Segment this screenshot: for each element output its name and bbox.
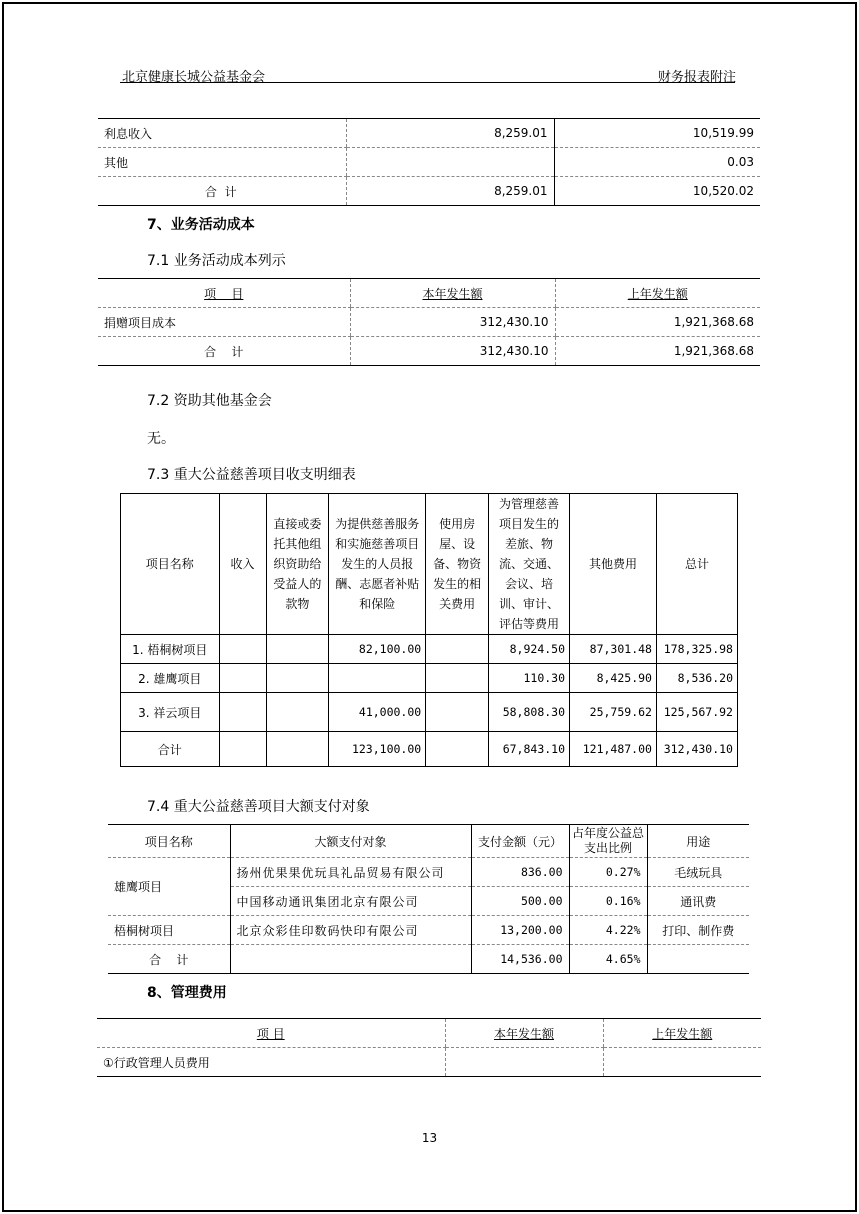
header-doc-title: 财务报表附注 [657,70,736,85]
column-header: 项 目 [98,279,350,308]
project-name: 合计 [121,732,220,767]
column-header: 本年发生额 [350,279,555,308]
payment-amount: 13,200.00 [471,916,569,945]
column-header: 项目名称 [108,825,230,858]
column-header: 其他费用 [570,494,657,635]
table-row [121,693,738,732]
section-8-title: 8、管理费用 [147,985,227,1001]
mgmt-cell: 67,843.10 [489,732,570,767]
admin-expense-table [97,1018,761,1077]
payment-ratio: 0.16% [569,887,647,916]
direct-cell [266,635,329,664]
table-header-row [108,825,749,858]
payment-use: 通讯费 [647,887,749,916]
column-header: 收入 [219,494,266,635]
facility-cell [426,635,489,664]
column-header: 上年发生额 [603,1019,761,1048]
section-7-title: 7、业务活动成本 [147,217,255,233]
project-name: 雄鹰项目 [108,858,230,916]
column-header: 用途 [647,825,749,858]
header-org: 北京健康长城公益基金会 [122,70,266,85]
payment-ratio: 4.65% [569,945,647,974]
total-cell: 125,567.92 [656,693,737,732]
table-row [98,177,760,206]
payment-use [647,945,749,974]
mgmt-cell: 8,924.50 [489,635,570,664]
column-header: 大额支付对象 [230,825,471,858]
header-rule [120,82,735,83]
large-payee-table [108,824,749,974]
payment-amount: 836.00 [471,858,569,887]
staff-cell [329,664,426,693]
table-row [98,148,760,177]
column-header: 本年发生额 [445,1019,603,1048]
other-cell: 121,487.00 [570,732,657,767]
payee-name: 中国移动通讯集团北京有限公司 [230,887,471,916]
total-cell: 178,325.98 [656,635,737,664]
payment-amount: 14,536.00 [471,945,569,974]
prior-amount: 10,520.02 [554,177,760,206]
payee-name: 北京众彩佳印数码快印有限公司 [230,916,471,945]
current-amount [445,1048,603,1077]
staff-cell: 82,100.00 [329,635,426,664]
current-amount: 312,430.10 [350,337,555,366]
project-name: 3. 祥云项目 [121,693,220,732]
table-total-row [121,732,738,767]
total-cell: 8,536.20 [656,664,737,693]
table-header-row [98,279,760,308]
row-label: 其他 [98,148,346,177]
income-cell [219,664,266,693]
income-cell [219,732,266,767]
current-amount: 8,259.01 [346,177,554,206]
facility-cell [426,693,489,732]
other-cell: 87,301.48 [570,635,657,664]
total-cell: 312,430.10 [656,732,737,767]
section-7-3-title: 7.3 重大公益慈善项目收支明细表 [147,467,356,483]
payee-name [230,945,471,974]
other-cell: 25,759.62 [570,693,657,732]
column-header: 直接或委托其他组织资助给受益人的款物 [266,494,329,635]
total-label: 合 计 [108,945,230,974]
project-name: 2. 雄鹰项目 [121,664,220,693]
prior-amount: 0.03 [554,148,760,177]
payment-ratio: 4.22% [569,916,647,945]
table-row [108,916,749,945]
section-7-2-body: 无。 [147,431,175,447]
row-label: 捐赠项目成本 [98,308,350,337]
column-header: 为管理慈善项目发生的差旅、物流、交通、会议、培训、审计、评估等费用 [489,494,570,635]
other-cell: 8,425.90 [570,664,657,693]
payee-name: 扬州优果果优玩具礼品贸易有限公司 [230,858,471,887]
payment-ratio: 0.27% [569,858,647,887]
column-header: 为提供慈善服务和实施慈善项目发生的人员报酬、志愿者补贴和保险 [329,494,426,635]
section-7-4-title: 7.4 重大公益慈善项目大额支付对象 [147,799,370,815]
table-row [98,308,760,337]
income-cell [219,635,266,664]
row-label: 合 计 [204,184,239,199]
activity-cost-table [98,278,760,366]
column-header: 上年发生额 [555,279,760,308]
mgmt-cell: 110.30 [489,664,570,693]
column-header: 总计 [656,494,737,635]
income-table [98,118,760,206]
staff-cell: 123,100.00 [329,732,426,767]
project-breakdown-table [120,493,738,767]
project-name: 1. 梧桐树项目 [121,635,220,664]
table-row [97,1048,761,1077]
prior-amount [603,1048,761,1077]
staff-cell: 41,000.00 [329,693,426,732]
project-name: 梧桐树项目 [108,916,230,945]
section-7-1-title: 7.1 业务活动成本列示 [147,253,286,269]
direct-cell [266,693,329,732]
table-row [121,635,738,664]
table-row [98,119,760,148]
income-cell [219,693,266,732]
prior-amount: 1,921,368.68 [555,337,760,366]
column-header: 项 目 [97,1019,445,1048]
column-header: 占年度公益总支出比例 [569,825,647,858]
prior-amount: 1,921,368.68 [555,308,760,337]
table-header-row [97,1019,761,1048]
table-header-row [121,494,738,635]
row-label: 合 计 [204,344,244,359]
direct-cell [266,732,329,767]
table-row [98,337,760,366]
page-number: 13 [421,1131,438,1145]
facility-cell [426,664,489,693]
payment-amount: 500.00 [471,887,569,916]
table-total-row [108,945,749,974]
row-label: 利息收入 [98,119,346,148]
column-header: 项目名称 [121,494,220,635]
table-row [108,858,749,887]
prior-amount: 10,519.99 [554,119,760,148]
facility-cell [426,732,489,767]
current-amount [346,148,554,177]
section-7-2-title: 7.2 资助其他基金会 [147,393,272,409]
row-label: ①行政管理人员费用 [103,1055,210,1070]
mgmt-cell: 58,808.30 [489,693,570,732]
payment-use: 打印、制作费 [647,916,749,945]
current-amount: 8,259.01 [346,119,554,148]
current-amount: 312,430.10 [350,308,555,337]
column-header: 支付金额（元） [471,825,569,858]
column-header: 使用房屋、设备、物资发生的相关费用 [426,494,489,635]
payment-use: 毛绒玩具 [647,858,749,887]
table-row [121,664,738,693]
direct-cell [266,664,329,693]
